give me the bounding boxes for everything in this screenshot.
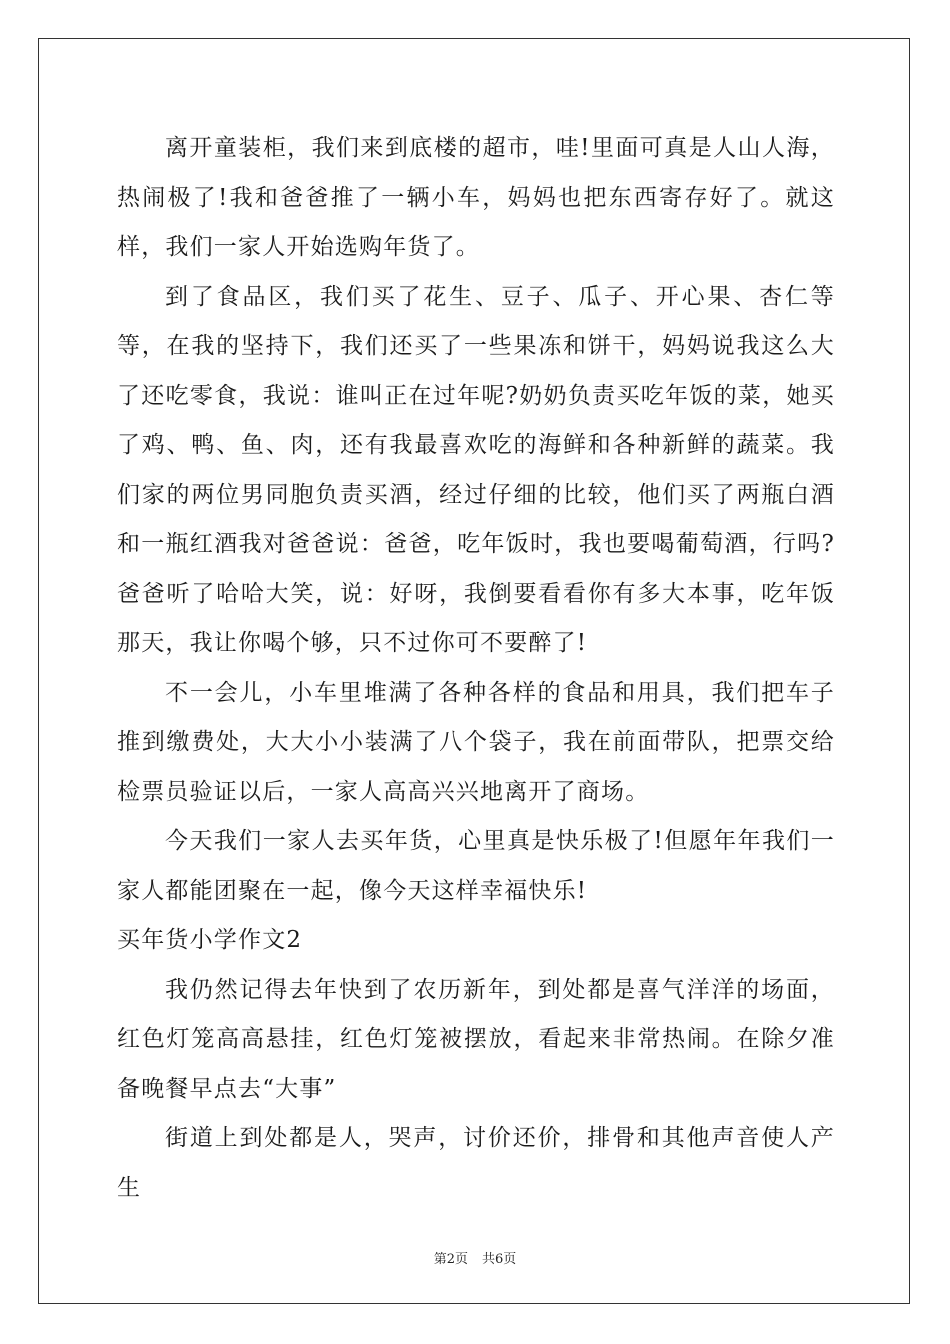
paragraph: 今天我们一家人去买年货，心里真是快乐极了!但愿年年我们一家人都能团聚在一起，像今天这样幸福快乐! <box>117 828 835 904</box>
page-total: 共6页 <box>482 1252 517 1267</box>
paragraph: 不一会儿，小车里堆满了各种各样的食品和用具，我们把车子推到缴费处，大大小小装满了八个袋子，我在前面带队，把票交给检票员验证以后，一家人高高兴兴地离开了商场。 <box>117 679 835 805</box>
document-body <box>117 124 835 1213</box>
paragraph: 到了食品区，我们买了花生、豆子、瓜子、开心果、杏仁等等，在我的坚持下，我们还买了一些果冻和饼干，妈妈说我这么大了还吃零食，我说：谁叫正在过年呢?奶奶负责买吃年饭的菜，她买了鸡、鸭、鱼、肉，还有我最喜欢吃的海鲜和各种新鲜的蔬菜。我们家的两位男同胞负责买酒，经过仔细的比较，他们买了两瓶白酒和一瓶红酒我对爸爸说：爸爸，吃年饭时，我也要喝葡萄酒，行吗?爸爸听了哈哈大笑，说：好呀，我倒要看看你有多大本事，吃年饭那天，我让你喝个够，只不过你可不要醉了! <box>117 283 835 656</box>
paragraph: 离开童装柜，我们来到底楼的超市，哇!里面可真是人山人海，热闹极了!我和爸爸推了一辆小车，妈妈也把东西寄存好了。就这样，我们一家人开始选购年货了。 <box>117 135 835 260</box>
paragraph: 街道上到处都是人，哭声，讨价还价，排骨和其他声音使人产生 <box>117 1125 835 1201</box>
page-number: 第2页 <box>433 1252 468 1267</box>
paragraph: 我仍然记得去年快到了农历新年，到处都是喜气洋洋的场面，红色灯笼高高悬挂，红色灯笼被摆放，看起来非常热闹。在除夕准备晚餐早点去“大事” <box>117 976 835 1102</box>
page-footer <box>0 1248 950 1267</box>
section-heading: 买年货小学作文2 <box>117 927 303 953</box>
